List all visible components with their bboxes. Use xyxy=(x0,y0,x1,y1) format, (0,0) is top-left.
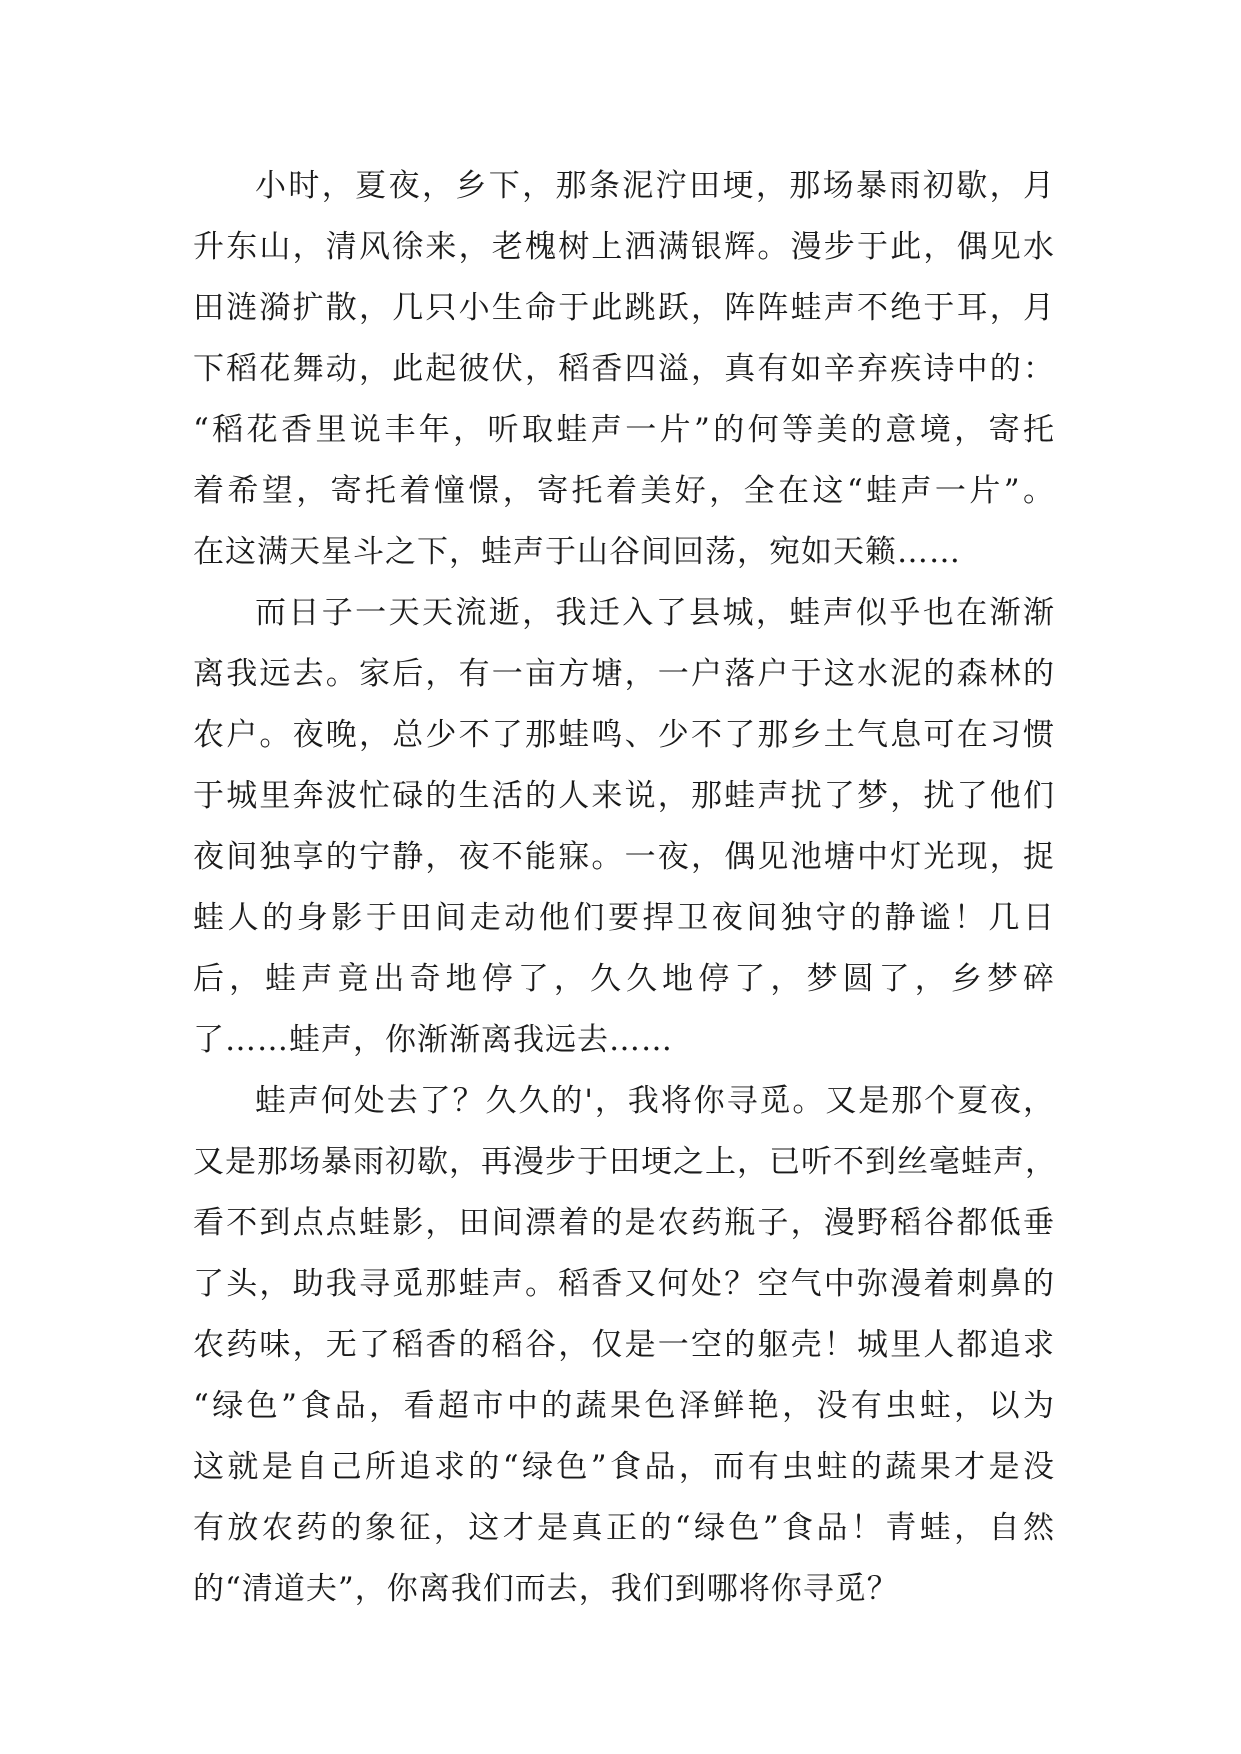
text-line: 在这满天星斗之下，蛙声于山谷间回荡，宛如天籁…… xyxy=(193,534,961,570)
text-line: 离我远去。家后，有一亩方塘，一户落户于这水泥的森林的 xyxy=(193,656,1055,692)
text-line: 后，蛙声竟出奇地停了，久久地停了，梦圆了，乡梦碎 xyxy=(193,961,1055,997)
text-line: 这就是自己所追求的“绿色”食品，而有虫蛀的蔬果才是没 xyxy=(193,1449,1055,1485)
text-line: 了……蛙声，你渐渐离我远去…… xyxy=(193,1022,673,1058)
text-line: 升东山，清风徐来，老槐树上洒满银辉。漫步于此，偶见水 xyxy=(193,229,1055,265)
document-body xyxy=(193,156,1055,1620)
text-line: 农药味，无了稻香的稻谷，仅是一空的躯壳！城里人都追求 xyxy=(193,1327,1055,1363)
text-line: 田涟漪扩散，几只小生命于此跳跃，阵阵蛙声不绝于耳，月 xyxy=(193,290,1055,326)
paragraph-1 xyxy=(193,156,1055,583)
text-line: 有放农药的象征，这才是真正的“绿色”食品！青蛙，自然 xyxy=(193,1510,1055,1546)
text-line: 蛙声何处去了？久久的'，我将你寻觅。又是那个夏夜， xyxy=(255,1083,1055,1119)
text-line: 农户。夜晚，总少不了那蛙鸣、少不了那乡土气息可在习惯 xyxy=(193,717,1055,753)
text-line: 夜间独享的宁静，夜不能寐。一夜，偶见池塘中灯光现，捉 xyxy=(193,839,1055,875)
text-line: 蛙人的身影于田间走动他们要捍卫夜间独守的静谧！几日 xyxy=(193,900,1055,936)
text-line: “绿色”食品，看超市中的蔬果色泽鲜艳，没有虫蛀，以为 xyxy=(193,1388,1055,1424)
text-line: 于城里奔波忙碌的生活的人来说，那蛙声扰了梦，扰了他们 xyxy=(193,778,1055,814)
text-line: 了头，助我寻觅那蛙声。稻香又何处？空气中弥漫着刺鼻的 xyxy=(193,1266,1055,1302)
text-line: 而日子一天天流逝，我迁入了县城，蛙声似乎也在渐渐 xyxy=(255,595,1055,631)
text-line: 小时，夏夜，乡下，那条泥泞田埂，那场暴雨初歇，月 xyxy=(255,168,1055,204)
text-line: 看不到点点蛙影，田间漂着的是农药瓶子，漫野稻谷都低垂 xyxy=(193,1205,1055,1241)
text-line: 又是那场暴雨初歇，再漫步于田埂之上，已听不到丝毫蛙声， xyxy=(193,1144,1057,1180)
text-line: 的“清道夫”，你离我们而去，我们到哪将你寻觅？ xyxy=(193,1571,899,1607)
paragraph-3 xyxy=(193,1071,1055,1620)
text-line: 着希望，寄托着憧憬，寄托着美好，全在这“蛙声一片”。 xyxy=(193,473,1055,509)
paragraph-2 xyxy=(193,583,1055,1071)
text-line: “稻花香里说丰年，听取蛙声一片”的何等美的意境，寄托 xyxy=(193,412,1055,448)
text-line: 下稻花舞动，此起彼伏，稻香四溢，真有如辛弃疾诗中的： xyxy=(193,351,1055,387)
